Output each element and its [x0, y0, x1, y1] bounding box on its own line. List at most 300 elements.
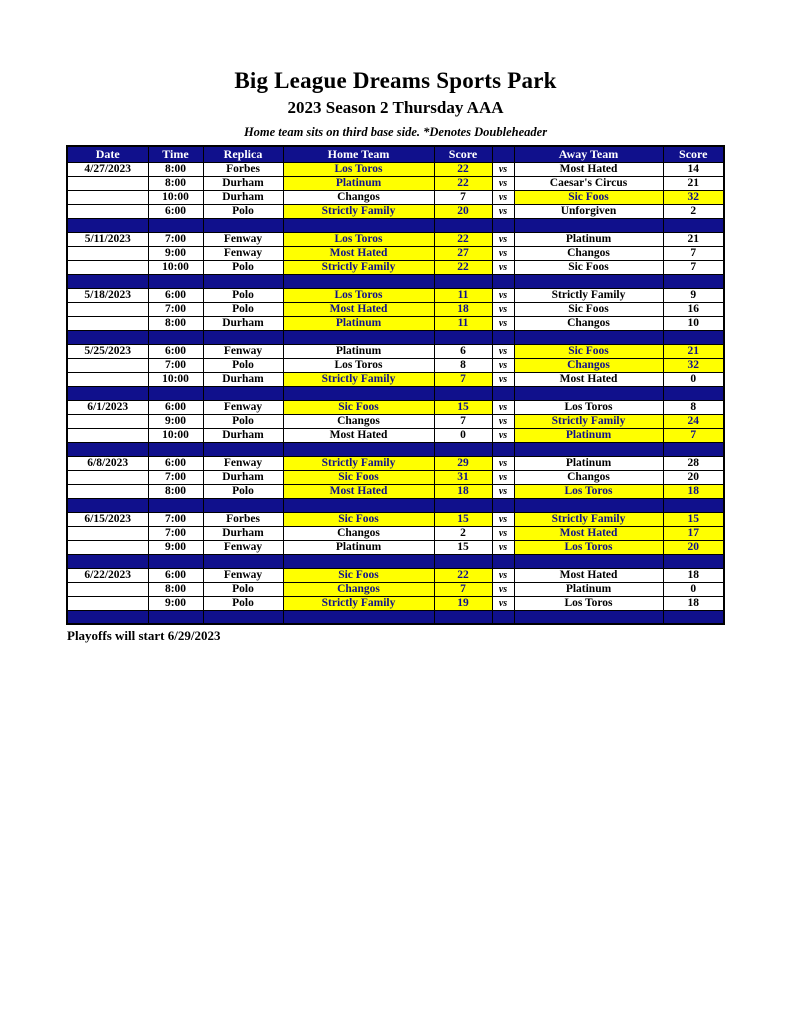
game-row — [67, 400, 724, 414]
home-team-cell: Los Toros — [283, 288, 434, 302]
away-team-cell: Changos — [514, 358, 663, 372]
replica-cell: Forbes — [203, 162, 283, 176]
separator-cell — [514, 386, 663, 400]
separator-cell — [67, 218, 148, 232]
away-team-cell: Most Hated — [514, 372, 663, 386]
vs-cell: vs — [492, 540, 514, 554]
replica-cell: Durham — [203, 372, 283, 386]
page-subtitle: 2023 Season 2 Thursday AAA — [287, 98, 504, 117]
separator-cell — [67, 610, 148, 624]
separator-row — [67, 610, 724, 624]
home-team-cell: Sic Foos — [283, 470, 434, 484]
separator-cell — [203, 554, 283, 568]
vs-cell: vs — [492, 176, 514, 190]
home-score-cell: 15 — [434, 400, 492, 414]
replica-cell: Durham — [203, 176, 283, 190]
home-score-cell: 20 — [434, 204, 492, 218]
away-team-cell: Strictly Family — [514, 512, 663, 526]
home-team-cell: Most Hated — [283, 246, 434, 260]
time-cell: 7:00 — [148, 526, 203, 540]
vs-cell: vs — [492, 344, 514, 358]
home-score-cell: 7 — [434, 190, 492, 204]
separator-cell — [434, 442, 492, 456]
time-cell: 7:00 — [148, 302, 203, 316]
home-score-cell: 0 — [434, 428, 492, 442]
separator-cell — [663, 330, 724, 344]
home-score-cell: 18 — [434, 302, 492, 316]
vs-cell: vs — [492, 162, 514, 176]
replica-cell: Fenway — [203, 344, 283, 358]
date-cell — [67, 596, 148, 610]
separator-cell — [663, 610, 724, 624]
date-cell — [67, 526, 148, 540]
replica-cell: Polo — [203, 204, 283, 218]
vs-cell: vs — [492, 288, 514, 302]
home-score-cell: 7 — [434, 582, 492, 596]
time-cell: 10:00 — [148, 260, 203, 274]
home-score-cell: 7 — [434, 414, 492, 428]
separator-cell — [283, 386, 434, 400]
away-score-cell: 7 — [663, 246, 724, 260]
vs-cell: vs — [492, 302, 514, 316]
away-score-cell: 2 — [663, 204, 724, 218]
away-score-cell: 18 — [663, 596, 724, 610]
separator-cell — [492, 386, 514, 400]
game-row — [67, 428, 724, 442]
vs-cell: vs — [492, 372, 514, 386]
away-score-cell: 21 — [663, 344, 724, 358]
separator-cell — [514, 610, 663, 624]
separator-cell — [434, 498, 492, 512]
home-team-cell: Strictly Family — [283, 456, 434, 470]
home-score-cell: 22 — [434, 162, 492, 176]
vs-cell: vs — [492, 428, 514, 442]
separator-cell — [148, 274, 203, 288]
vs-cell: vs — [492, 526, 514, 540]
home-score-cell: 7 — [434, 372, 492, 386]
game-row — [67, 260, 724, 274]
away-score-cell: 20 — [663, 470, 724, 484]
home-score-cell: 15 — [434, 540, 492, 554]
home-team-cell: Most Hated — [283, 484, 434, 498]
date-cell — [67, 204, 148, 218]
home-score-cell: 6 — [434, 344, 492, 358]
time-cell: 8:00 — [148, 176, 203, 190]
time-cell: 8:00 — [148, 162, 203, 176]
time-cell: 9:00 — [148, 596, 203, 610]
home-score-cell: 22 — [434, 232, 492, 246]
separator-cell — [67, 498, 148, 512]
away-team-cell: Los Toros — [514, 484, 663, 498]
date-cell — [67, 176, 148, 190]
away-score-cell: 10 — [663, 316, 724, 330]
home-team-cell: Platinum — [283, 540, 434, 554]
replica-cell: Polo — [203, 596, 283, 610]
date-cell: 6/8/2023 — [67, 456, 148, 470]
date-cell: 6/22/2023 — [67, 568, 148, 582]
separator-cell — [148, 386, 203, 400]
separator-row — [67, 498, 724, 512]
replica-cell: Durham — [203, 470, 283, 484]
col-header-away-team: Away Team — [514, 146, 663, 162]
time-cell: 9:00 — [148, 414, 203, 428]
separator-cell — [514, 442, 663, 456]
separator-cell — [492, 554, 514, 568]
separator-cell — [514, 274, 663, 288]
date-cell — [67, 414, 148, 428]
separator-cell — [663, 218, 724, 232]
time-cell: 7:00 — [148, 232, 203, 246]
away-team-cell: Los Toros — [514, 540, 663, 554]
game-row — [67, 344, 724, 358]
date-cell — [67, 582, 148, 596]
away-score-cell: 21 — [663, 232, 724, 246]
separator-cell — [148, 330, 203, 344]
vs-cell: vs — [492, 414, 514, 428]
separator-cell — [434, 274, 492, 288]
title-block — [0, 0, 791, 140]
time-cell: 9:00 — [148, 246, 203, 260]
replica-cell: Polo — [203, 302, 283, 316]
vs-cell: vs — [492, 232, 514, 246]
replica-cell: Polo — [203, 414, 283, 428]
game-row — [67, 372, 724, 386]
game-row — [67, 596, 724, 610]
time-cell: 7:00 — [148, 512, 203, 526]
vs-cell: vs — [492, 582, 514, 596]
home-team-cell: Strictly Family — [283, 596, 434, 610]
separator-cell — [492, 610, 514, 624]
separator-cell — [283, 554, 434, 568]
col-header-away-score: Score — [663, 146, 724, 162]
away-score-cell: 28 — [663, 456, 724, 470]
date-cell — [67, 246, 148, 260]
vs-cell: vs — [492, 470, 514, 484]
replica-cell: Polo — [203, 582, 283, 596]
date-cell — [67, 428, 148, 442]
away-score-cell: 14 — [663, 162, 724, 176]
home-team-cell: Los Toros — [283, 358, 434, 372]
game-row — [67, 176, 724, 190]
vs-cell: vs — [492, 260, 514, 274]
away-team-cell: Los Toros — [514, 400, 663, 414]
separator-cell — [663, 274, 724, 288]
separator-cell — [492, 218, 514, 232]
page-title: Big League Dreams Sports Park — [234, 68, 557, 93]
home-team-cell: Changos — [283, 582, 434, 596]
replica-cell: Durham — [203, 526, 283, 540]
home-team-cell: Strictly Family — [283, 372, 434, 386]
game-row — [67, 568, 724, 582]
game-row — [67, 162, 724, 176]
separator-cell — [203, 330, 283, 344]
date-cell: 4/27/2023 — [67, 162, 148, 176]
home-team-cell: Platinum — [283, 176, 434, 190]
separator-cell — [283, 442, 434, 456]
separator-cell — [283, 610, 434, 624]
home-team-cell: Los Toros — [283, 232, 434, 246]
separator-cell — [434, 330, 492, 344]
home-score-cell: 2 — [434, 526, 492, 540]
col-header-date: Date — [67, 146, 148, 162]
away-score-cell: 24 — [663, 414, 724, 428]
separator-cell — [148, 218, 203, 232]
game-row — [67, 204, 724, 218]
time-cell: 6:00 — [148, 344, 203, 358]
separator-cell — [203, 610, 283, 624]
col-header-replica: Replica — [203, 146, 283, 162]
separator-cell — [67, 330, 148, 344]
home-score-cell: 22 — [434, 176, 492, 190]
separator-row — [67, 554, 724, 568]
separator-cell — [148, 554, 203, 568]
home-team-cell: Platinum — [283, 344, 434, 358]
col-header-home-score: Score — [434, 146, 492, 162]
away-score-cell: 17 — [663, 526, 724, 540]
away-score-cell: 16 — [663, 302, 724, 316]
date-cell — [67, 190, 148, 204]
date-cell: 6/15/2023 — [67, 512, 148, 526]
separator-cell — [492, 442, 514, 456]
vs-cell: vs — [492, 484, 514, 498]
vs-cell: vs — [492, 568, 514, 582]
separator-cell — [434, 610, 492, 624]
away-team-cell: Platinum — [514, 582, 663, 596]
separator-cell — [203, 386, 283, 400]
away-score-cell: 0 — [663, 582, 724, 596]
home-score-cell: 22 — [434, 568, 492, 582]
replica-cell: Durham — [203, 428, 283, 442]
game-row — [67, 232, 724, 246]
game-row — [67, 484, 724, 498]
replica-cell: Fenway — [203, 246, 283, 260]
vs-cell: vs — [492, 596, 514, 610]
game-row — [67, 288, 724, 302]
separator-cell — [434, 386, 492, 400]
home-team-cell: Strictly Family — [283, 204, 434, 218]
separator-cell — [514, 330, 663, 344]
time-cell: 6:00 — [148, 288, 203, 302]
home-score-cell: 27 — [434, 246, 492, 260]
away-team-cell: Unforgiven — [514, 204, 663, 218]
away-score-cell: 8 — [663, 400, 724, 414]
time-cell: 8:00 — [148, 582, 203, 596]
separator-cell — [663, 554, 724, 568]
date-cell — [67, 260, 148, 274]
away-score-cell: 7 — [663, 260, 724, 274]
away-team-cell: Changos — [514, 246, 663, 260]
away-team-cell: Strictly Family — [514, 414, 663, 428]
away-score-cell: 9 — [663, 288, 724, 302]
away-team-cell: Los Toros — [514, 596, 663, 610]
separator-row — [67, 330, 724, 344]
game-row — [67, 358, 724, 372]
away-team-cell: Most Hated — [514, 526, 663, 540]
away-score-cell: 21 — [663, 176, 724, 190]
home-score-cell: 29 — [434, 456, 492, 470]
home-team-cell: Sic Foos — [283, 400, 434, 414]
time-cell: 7:00 — [148, 470, 203, 484]
header-row — [67, 146, 724, 162]
away-score-cell: 32 — [663, 190, 724, 204]
separator-cell — [203, 498, 283, 512]
away-team-cell: Sic Foos — [514, 190, 663, 204]
away-team-cell: Most Hated — [514, 568, 663, 582]
separator-cell — [283, 274, 434, 288]
separator-cell — [67, 554, 148, 568]
time-cell: 8:00 — [148, 484, 203, 498]
home-team-cell: Strictly Family — [283, 260, 434, 274]
home-team-cell: Los Toros — [283, 162, 434, 176]
time-cell: 7:00 — [148, 358, 203, 372]
time-cell: 9:00 — [148, 540, 203, 554]
home-score-cell: 11 — [434, 288, 492, 302]
separator-cell — [663, 442, 724, 456]
time-cell: 10:00 — [148, 190, 203, 204]
replica-cell: Polo — [203, 288, 283, 302]
separator-cell — [283, 330, 434, 344]
game-row — [67, 190, 724, 204]
away-team-cell: Changos — [514, 316, 663, 330]
separator-cell — [514, 554, 663, 568]
away-team-cell: Platinum — [514, 456, 663, 470]
schedule-table — [66, 145, 725, 625]
away-score-cell: 15 — [663, 512, 724, 526]
time-cell: 10:00 — [148, 372, 203, 386]
replica-cell: Polo — [203, 260, 283, 274]
separator-cell — [514, 498, 663, 512]
separator-cell — [148, 610, 203, 624]
separator-cell — [203, 442, 283, 456]
vs-cell: vs — [492, 400, 514, 414]
home-score-cell: 19 — [434, 596, 492, 610]
game-row — [67, 540, 724, 554]
vs-cell: vs — [492, 246, 514, 260]
away-team-cell: Platinum — [514, 428, 663, 442]
replica-cell: Fenway — [203, 400, 283, 414]
date-cell — [67, 358, 148, 372]
playoffs-note: Playoffs will start 6/29/2023 — [67, 628, 221, 643]
separator-cell — [492, 274, 514, 288]
away-team-cell: Platinum — [514, 232, 663, 246]
date-cell — [67, 484, 148, 498]
separator-cell — [283, 498, 434, 512]
replica-cell: Durham — [203, 316, 283, 330]
date-cell: 5/25/2023 — [67, 344, 148, 358]
date-cell — [67, 540, 148, 554]
time-cell: 6:00 — [148, 568, 203, 582]
time-cell: 6:00 — [148, 400, 203, 414]
replica-cell: Fenway — [203, 232, 283, 246]
home-score-cell: 15 — [434, 512, 492, 526]
vs-cell: vs — [492, 190, 514, 204]
separator-cell — [492, 330, 514, 344]
home-team-cell: Most Hated — [283, 302, 434, 316]
time-cell: 10:00 — [148, 428, 203, 442]
separator-row — [67, 386, 724, 400]
separator-row — [67, 274, 724, 288]
date-cell: 5/18/2023 — [67, 288, 148, 302]
home-team-cell: Platinum — [283, 316, 434, 330]
time-cell: 6:00 — [148, 456, 203, 470]
home-team-cell: Most Hated — [283, 428, 434, 442]
away-team-cell: Changos — [514, 470, 663, 484]
home-team-cell: Changos — [283, 526, 434, 540]
col-header-vs — [492, 146, 514, 162]
away-score-cell: 18 — [663, 484, 724, 498]
separator-cell — [67, 386, 148, 400]
col-header-home-team: Home Team — [283, 146, 434, 162]
replica-cell: Polo — [203, 358, 283, 372]
away-score-cell: 18 — [663, 568, 724, 582]
separator-cell — [663, 498, 724, 512]
away-team-cell: Sic Foos — [514, 344, 663, 358]
away-team-cell: Caesar's Circus — [514, 176, 663, 190]
away-team-cell: Sic Foos — [514, 260, 663, 274]
separator-cell — [148, 442, 203, 456]
time-cell: 6:00 — [148, 204, 203, 218]
home-score-cell: 31 — [434, 470, 492, 484]
away-score-cell: 7 — [663, 428, 724, 442]
game-row — [67, 526, 724, 540]
separator-cell — [514, 218, 663, 232]
separator-cell — [148, 498, 203, 512]
away-team-cell: Most Hated — [514, 162, 663, 176]
separator-cell — [203, 218, 283, 232]
separator-row — [67, 218, 724, 232]
separator-cell — [434, 218, 492, 232]
vs-cell: vs — [492, 204, 514, 218]
separator-row — [67, 442, 724, 456]
separator-cell — [67, 442, 148, 456]
replica-cell: Fenway — [203, 456, 283, 470]
vs-cell: vs — [492, 456, 514, 470]
date-cell — [67, 316, 148, 330]
time-cell: 8:00 — [148, 316, 203, 330]
date-cell: 5/11/2023 — [67, 232, 148, 246]
separator-cell — [283, 218, 434, 232]
home-score-cell: 11 — [434, 316, 492, 330]
separator-cell — [67, 274, 148, 288]
replica-cell: Durham — [203, 190, 283, 204]
col-header-time: Time — [148, 146, 203, 162]
date-cell — [67, 470, 148, 484]
away-score-cell: 32 — [663, 358, 724, 372]
home-score-cell: 18 — [434, 484, 492, 498]
home-team-cell: Sic Foos — [283, 512, 434, 526]
vs-cell: vs — [492, 316, 514, 330]
separator-cell — [203, 274, 283, 288]
home-score-cell: 8 — [434, 358, 492, 372]
game-row — [67, 512, 724, 526]
replica-cell: Forbes — [203, 512, 283, 526]
vs-cell: vs — [492, 512, 514, 526]
game-row — [67, 316, 724, 330]
away-score-cell: 0 — [663, 372, 724, 386]
date-cell: 6/1/2023 — [67, 400, 148, 414]
away-score-cell: 20 — [663, 540, 724, 554]
game-row — [67, 582, 724, 596]
separator-cell — [663, 386, 724, 400]
date-cell — [67, 302, 148, 316]
home-team-cell: Sic Foos — [283, 568, 434, 582]
game-row — [67, 414, 724, 428]
away-team-cell: Sic Foos — [514, 302, 663, 316]
game-row — [67, 246, 724, 260]
replica-cell: Polo — [203, 484, 283, 498]
vs-cell: vs — [492, 358, 514, 372]
replica-cell: Fenway — [203, 540, 283, 554]
